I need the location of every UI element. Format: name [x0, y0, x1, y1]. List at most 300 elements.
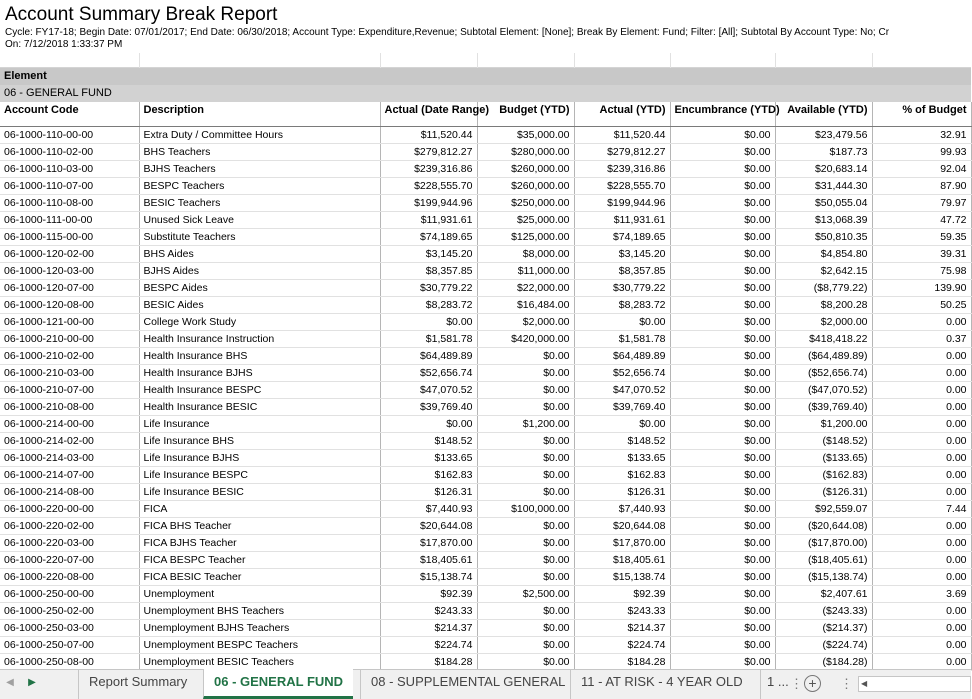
cell-actual-ytd[interactable]: $239,316.86 — [574, 160, 670, 177]
cell-actual-ytd[interactable]: $243.33 — [574, 602, 670, 619]
cell-available-ytd[interactable]: ($18,405.61) — [775, 551, 872, 568]
cell-available-ytd[interactable]: $187.73 — [775, 143, 872, 160]
cell-account-code[interactable]: 06-1000-110-08-00 — [0, 194, 139, 211]
cell-encumbrance-ytd[interactable]: $0.00 — [670, 568, 775, 585]
sheet-tab-general-fund[interactable]: 06 - GENERAL FUND — [203, 669, 353, 699]
cell-actual-ytd[interactable]: $74,189.65 — [574, 228, 670, 245]
cell-budget-ytd[interactable]: $250,000.00 — [477, 194, 574, 211]
cell-encumbrance-ytd[interactable]: $0.00 — [670, 143, 775, 160]
cell-actual-ytd[interactable]: $15,138.74 — [574, 568, 670, 585]
cell-budget-ytd[interactable]: $260,000.00 — [477, 177, 574, 194]
cell-actual-ytd[interactable]: $52,656.74 — [574, 364, 670, 381]
cell-actual-date-range[interactable]: $39,769.40 — [380, 398, 477, 415]
col-header-encumbrance-ytd[interactable]: Encumbrance (YTD) — [670, 102, 775, 126]
cell-encumbrance-ytd[interactable]: $0.00 — [670, 381, 775, 398]
cell-actual-date-range[interactable]: $15,138.74 — [380, 568, 477, 585]
cell-budget-ytd[interactable]: $0.00 — [477, 517, 574, 534]
cell-budget-ytd[interactable]: $0.00 — [477, 619, 574, 636]
cell-description[interactable]: Life Insurance — [139, 415, 380, 432]
cell-encumbrance-ytd[interactable]: $0.00 — [670, 160, 775, 177]
cell-actual-ytd[interactable]: $18,405.61 — [574, 551, 670, 568]
cell-actual-ytd[interactable]: $8,357.85 — [574, 262, 670, 279]
cell-description[interactable]: Life Insurance BHS — [139, 432, 380, 449]
cell-description[interactable]: BJHS Aides — [139, 262, 380, 279]
triangle-left-icon[interactable]: ◀ — [6, 677, 14, 688]
cell-actual-date-range[interactable]: $148.52 — [380, 432, 477, 449]
cell-percent-of-budget[interactable]: 0.00 — [872, 364, 971, 381]
cell-account-code[interactable]: 06-1000-120-07-00 — [0, 279, 139, 296]
cell-actual-date-range[interactable]: $47,070.52 — [380, 381, 477, 398]
cell-description[interactable]: Unemployment BESIC Teachers — [139, 653, 380, 670]
table-row — [0, 330, 971, 347]
cell-budget-ytd[interactable]: $0.00 — [477, 568, 574, 585]
cell-actual-date-range[interactable]: $17,870.00 — [380, 534, 477, 551]
cell-description[interactable]: Unused Sick Leave — [139, 211, 380, 228]
cell-available-ytd[interactable]: $50,810.35 — [775, 228, 872, 245]
cell-available-ytd[interactable]: $2,642.15 — [775, 262, 872, 279]
cell-percent-of-budget[interactable]: 0.00 — [872, 653, 971, 670]
cell-percent-of-budget[interactable]: 39.31 — [872, 245, 971, 262]
cell-percent-of-budget[interactable]: 99.93 — [872, 143, 971, 160]
cell-percent-of-budget[interactable]: 50.25 — [872, 296, 971, 313]
cell-actual-date-range[interactable]: $228,555.70 — [380, 177, 477, 194]
cell-account-code[interactable]: 06-1000-220-07-00 — [0, 551, 139, 568]
cell-actual-ytd[interactable]: $0.00 — [574, 415, 670, 432]
cell-actual-ytd[interactable]: $30,779.22 — [574, 279, 670, 296]
cell-actual-date-range[interactable]: $162.83 — [380, 466, 477, 483]
cell-available-ytd[interactable]: ($162.83) — [775, 466, 872, 483]
cell-available-ytd[interactable]: $1,200.00 — [775, 415, 872, 432]
cell-budget-ytd[interactable]: $0.00 — [477, 364, 574, 381]
cell-description[interactable]: Life Insurance BESIC — [139, 483, 380, 500]
cell-available-ytd[interactable]: ($20,644.08) — [775, 517, 872, 534]
cell-encumbrance-ytd[interactable]: $0.00 — [670, 534, 775, 551]
cell-account-code[interactable]: 06-1000-250-08-00 — [0, 653, 139, 670]
cell-actual-date-range[interactable]: $7,440.93 — [380, 500, 477, 517]
cell-encumbrance-ytd[interactable]: $0.00 — [670, 466, 775, 483]
cell-budget-ytd[interactable]: $0.00 — [477, 551, 574, 568]
cell-description[interactable]: Unemployment BHS Teachers — [139, 602, 380, 619]
sheet-tab-at-risk[interactable]: 11 - AT RISK - 4 YEAR OLD — [570, 670, 753, 699]
cell-account-code[interactable]: 06-1000-121-00-00 — [0, 313, 139, 330]
cell-account-code[interactable]: 06-1000-214-00-00 — [0, 415, 139, 432]
table-header-row — [0, 102, 971, 126]
cell-percent-of-budget[interactable]: 139.90 — [872, 279, 971, 296]
cell-percent-of-budget[interactable]: 0.00 — [872, 619, 971, 636]
cell-actual-ytd[interactable]: $39,769.40 — [574, 398, 670, 415]
cell-actual-ytd[interactable]: $0.00 — [574, 313, 670, 330]
table-row — [0, 534, 971, 551]
cell-percent-of-budget[interactable]: 0.00 — [872, 398, 971, 415]
cell-actual-ytd[interactable]: $20,644.08 — [574, 517, 670, 534]
cell-available-ytd[interactable]: ($148.52) — [775, 432, 872, 449]
cell-divider — [670, 53, 671, 68]
cell-actual-date-range[interactable]: $52,656.74 — [380, 364, 477, 381]
cell-percent-of-budget[interactable]: 0.00 — [872, 381, 971, 398]
cell-encumbrance-ytd[interactable]: $0.00 — [670, 262, 775, 279]
col-header-account-code[interactable]: Account Code — [0, 102, 139, 126]
cell-encumbrance-ytd[interactable]: $0.00 — [670, 347, 775, 364]
cell-actual-ytd[interactable]: $11,931.61 — [574, 211, 670, 228]
cell-budget-ytd[interactable]: $16,484.00 — [477, 296, 574, 313]
cell-percent-of-budget[interactable]: 59.35 — [872, 228, 971, 245]
cell-percent-of-budget[interactable]: 79.97 — [872, 194, 971, 211]
cell-available-ytd[interactable]: ($184.28) — [775, 653, 872, 670]
element-header-cell[interactable]: Element — [0, 68, 971, 85]
cell-actual-date-range[interactable]: $279,812.27 — [380, 143, 477, 160]
horizontal-scrollbar[interactable] — [858, 676, 971, 692]
cell-budget-ytd[interactable]: $0.00 — [477, 483, 574, 500]
cell-divider — [574, 53, 575, 68]
cell-budget-ytd[interactable]: $0.00 — [477, 602, 574, 619]
cell-encumbrance-ytd[interactable]: $0.00 — [670, 585, 775, 602]
cell-actual-ytd[interactable]: $92.39 — [574, 585, 670, 602]
cell-available-ytd[interactable]: $13,068.39 — [775, 211, 872, 228]
cell-available-ytd[interactable]: $20,683.14 — [775, 160, 872, 177]
cell-actual-date-range[interactable]: $133.65 — [380, 449, 477, 466]
cell-budget-ytd[interactable]: $0.00 — [477, 534, 574, 551]
cell-description[interactable]: Health Insurance BESPC — [139, 381, 380, 398]
vertical-dots-icon[interactable]: ⋮ — [840, 676, 853, 691]
cell-description[interactable]: FICA BESPC Teacher — [139, 551, 380, 568]
cell-account-code[interactable]: 06-1000-210-08-00 — [0, 398, 139, 415]
table-row — [0, 585, 971, 602]
cell-percent-of-budget[interactable]: 0.00 — [872, 347, 971, 364]
cell-account-code[interactable]: 06-1000-210-02-00 — [0, 347, 139, 364]
table-row — [0, 262, 971, 279]
cell-available-ytd[interactable]: $92,559.07 — [775, 500, 872, 517]
table-row — [0, 160, 971, 177]
cell-description[interactable]: FICA BJHS Teacher — [139, 534, 380, 551]
cell-available-ytd[interactable]: ($224.74) — [775, 636, 872, 653]
cell-actual-date-range[interactable]: $30,779.22 — [380, 279, 477, 296]
cell-encumbrance-ytd[interactable]: $0.00 — [670, 211, 775, 228]
cell-description[interactable]: Life Insurance BJHS — [139, 449, 380, 466]
cell-percent-of-budget[interactable]: 75.98 — [872, 262, 971, 279]
cell-percent-of-budget[interactable]: 0.00 — [872, 551, 971, 568]
cell-encumbrance-ytd[interactable]: $0.00 — [670, 551, 775, 568]
cell-actual-date-range[interactable]: $1,581.78 — [380, 330, 477, 347]
cell-budget-ytd[interactable]: $0.00 — [477, 398, 574, 415]
col-header-actual-ytd[interactable]: Actual (YTD) — [574, 102, 670, 126]
cell-encumbrance-ytd[interactable]: $0.00 — [670, 398, 775, 415]
cell-available-ytd[interactable]: ($214.37) — [775, 619, 872, 636]
cell-description[interactable]: Health Insurance BHS — [139, 347, 380, 364]
cell-actual-date-range[interactable]: $224.74 — [380, 636, 477, 653]
cell-budget-ytd[interactable]: $260,000.00 — [477, 160, 574, 177]
cell-actual-date-range[interactable]: $199,944.96 — [380, 194, 477, 211]
cell-budget-ytd[interactable]: $11,000.00 — [477, 262, 574, 279]
cell-available-ytd[interactable]: ($8,779.22) — [775, 279, 872, 296]
cell-actual-ytd[interactable]: $7,440.93 — [574, 500, 670, 517]
cell-description[interactable]: BESIC Teachers — [139, 194, 380, 211]
cell-available-ytd[interactable]: ($17,870.00) — [775, 534, 872, 551]
cell-percent-of-budget[interactable]: 0.00 — [872, 534, 971, 551]
cell-encumbrance-ytd[interactable]: $0.00 — [670, 619, 775, 636]
table-row — [0, 194, 971, 211]
cell-account-code[interactable]: 06-1000-210-00-00 — [0, 330, 139, 347]
table-row — [0, 279, 971, 296]
cell-actual-date-range[interactable]: $126.31 — [380, 483, 477, 500]
cell-actual-ytd[interactable]: $126.31 — [574, 483, 670, 500]
cell-actual-ytd[interactable]: $279,812.27 — [574, 143, 670, 160]
cell-account-code[interactable]: 06-1000-250-02-00 — [0, 602, 139, 619]
sheet-tab-supplemental-general[interactable]: 08 - SUPPLEMENTAL GENERAL — [360, 670, 575, 699]
cell-percent-of-budget[interactable]: 7.44 — [872, 500, 971, 517]
cell-available-ytd[interactable]: $2,000.00 — [775, 313, 872, 330]
cell-description[interactable]: Health Insurance Instruction — [139, 330, 380, 347]
cell-account-code[interactable]: 06-1000-115-00-00 — [0, 228, 139, 245]
cell-percent-of-budget[interactable]: 47.72 — [872, 211, 971, 228]
cell-description[interactable]: FICA BHS Teacher — [139, 517, 380, 534]
cell-actual-date-range[interactable]: $239,316.86 — [380, 160, 477, 177]
cell-percent-of-budget[interactable]: 0.00 — [872, 517, 971, 534]
cell-percent-of-budget[interactable]: 3.69 — [872, 585, 971, 602]
col-header-actual-date-range[interactable]: Actual (Date Range) — [380, 102, 477, 126]
cell-available-ytd[interactable]: $4,854.80 — [775, 245, 872, 262]
cell-actual-date-range[interactable]: $8,283.72 — [380, 296, 477, 313]
cell-encumbrance-ytd[interactable]: $0.00 — [670, 500, 775, 517]
cell-description[interactable]: BJHS Teachers — [139, 160, 380, 177]
cell-encumbrance-ytd[interactable]: $0.00 — [670, 653, 775, 670]
cell-actual-date-range[interactable]: $74,189.65 — [380, 228, 477, 245]
cell-account-code[interactable]: 06-1000-110-00-00 — [0, 126, 139, 143]
cell-description[interactable]: Unemployment BJHS Teachers — [139, 619, 380, 636]
table-row — [0, 143, 971, 160]
triangle-right-icon[interactable]: ▶ — [28, 677, 36, 688]
cell-budget-ytd[interactable]: $0.00 — [477, 381, 574, 398]
cell-budget-ytd[interactable]: $2,500.00 — [477, 585, 574, 602]
cell-actual-date-range[interactable]: $184.28 — [380, 653, 477, 670]
blank-spreadsheet-row[interactable] — [0, 53, 971, 68]
cell-actual-ytd[interactable]: $133.65 — [574, 449, 670, 466]
cell-percent-of-budget[interactable]: 0.00 — [872, 602, 971, 619]
cell-description[interactable]: BHS Teachers — [139, 143, 380, 160]
cell-percent-of-budget[interactable]: 0.00 — [872, 415, 971, 432]
report-title[interactable]: Account Summary Break Report — [5, 4, 278, 25]
cell-budget-ytd[interactable]: $25,000.00 — [477, 211, 574, 228]
cell-encumbrance-ytd[interactable]: $0.00 — [670, 636, 775, 653]
cell-encumbrance-ytd[interactable]: $0.00 — [670, 364, 775, 381]
cell-percent-of-budget[interactable]: 0.00 — [872, 432, 971, 449]
cell-account-code[interactable]: 06-1000-250-07-00 — [0, 636, 139, 653]
cell-available-ytd[interactable]: ($15,138.74) — [775, 568, 872, 585]
cell-actual-date-range[interactable]: $11,931.61 — [380, 211, 477, 228]
cell-available-ytd[interactable]: $2,407.61 — [775, 585, 872, 602]
cell-description[interactable]: BESPC Teachers — [139, 177, 380, 194]
cell-available-ytd[interactable]: $418,418.22 — [775, 330, 872, 347]
cell-actual-date-range[interactable]: $20,644.08 — [380, 517, 477, 534]
cell-actual-date-range[interactable]: $8,357.85 — [380, 262, 477, 279]
cell-actual-date-range[interactable]: $214.37 — [380, 619, 477, 636]
cell-account-code[interactable]: 06-1000-250-00-00 — [0, 585, 139, 602]
cell-budget-ytd[interactable]: $0.00 — [477, 449, 574, 466]
cell-encumbrance-ytd[interactable]: $0.00 — [670, 330, 775, 347]
cell-description[interactable]: Unemployment — [139, 585, 380, 602]
cell-account-code[interactable]: 06-1000-220-08-00 — [0, 568, 139, 585]
cell-account-code[interactable]: 06-1000-220-00-00 — [0, 500, 139, 517]
cell-description[interactable]: Health Insurance BJHS — [139, 364, 380, 381]
table-row — [0, 517, 971, 534]
cell-budget-ytd[interactable]: $0.00 — [477, 466, 574, 483]
add-sheet-plus-icon[interactable]: + — [804, 675, 821, 692]
cell-budget-ytd[interactable]: $100,000.00 — [477, 500, 574, 517]
cell-actual-ytd[interactable]: $184.28 — [574, 653, 670, 670]
cell-percent-of-budget[interactable]: 32.91 — [872, 126, 971, 143]
table-row — [0, 466, 971, 483]
cell-account-code[interactable]: 06-1000-110-07-00 — [0, 177, 139, 194]
cell-description[interactable]: Life Insurance BESPC — [139, 466, 380, 483]
cell-budget-ytd[interactable]: $420,000.00 — [477, 330, 574, 347]
cell-encumbrance-ytd[interactable]: $0.00 — [670, 279, 775, 296]
cell-description[interactable]: FICA BESIC Teacher — [139, 568, 380, 585]
cell-description[interactable]: College Work Study — [139, 313, 380, 330]
cell-percent-of-budget[interactable]: 87.90 — [872, 177, 971, 194]
col-header-percent-of-budget[interactable]: % of Budget — [872, 102, 971, 126]
cell-encumbrance-ytd[interactable]: $0.00 — [670, 415, 775, 432]
cell-budget-ytd[interactable]: $125,000.00 — [477, 228, 574, 245]
cell-percent-of-budget[interactable]: 0.00 — [872, 466, 971, 483]
cell-account-code[interactable]: 06-1000-214-03-00 — [0, 449, 139, 466]
col-header-available-ytd[interactable]: Available (YTD) — [775, 102, 872, 126]
cell-percent-of-budget[interactable]: 0.00 — [872, 449, 971, 466]
cell-budget-ytd[interactable]: $1,200.00 — [477, 415, 574, 432]
cell-encumbrance-ytd[interactable]: $0.00 — [670, 194, 775, 211]
cell-percent-of-budget[interactable]: 0.00 — [872, 483, 971, 500]
cell-account-code[interactable]: 06-1000-111-00-00 — [0, 211, 139, 228]
cell-description[interactable]: BESPC Aides — [139, 279, 380, 296]
cell-available-ytd[interactable]: ($126.31) — [775, 483, 872, 500]
cell-available-ytd[interactable]: ($243.33) — [775, 602, 872, 619]
cell-budget-ytd[interactable]: $0.00 — [477, 347, 574, 364]
cell-encumbrance-ytd[interactable]: $0.00 — [670, 177, 775, 194]
cell-account-code[interactable]: 06-1000-220-02-00 — [0, 517, 139, 534]
cell-available-ytd[interactable]: ($47,070.52) — [775, 381, 872, 398]
cell-actual-ytd[interactable]: $11,520.44 — [574, 126, 670, 143]
cell-description[interactable]: BHS Aides — [139, 245, 380, 262]
cell-budget-ytd[interactable]: $0.00 — [477, 432, 574, 449]
cell-actual-ytd[interactable]: $3,145.20 — [574, 245, 670, 262]
cell-account-code[interactable]: 06-1000-214-02-00 — [0, 432, 139, 449]
fund-header-cell[interactable]: 06 - GENERAL FUND — [0, 85, 971, 102]
cell-available-ytd[interactable]: $50,055.04 — [775, 194, 872, 211]
cell-available-ytd[interactable]: ($39,769.40) — [775, 398, 872, 415]
col-header-description[interactable]: Description — [139, 102, 380, 126]
cell-encumbrance-ytd[interactable]: $0.00 — [670, 449, 775, 466]
cell-account-code[interactable]: 06-1000-120-02-00 — [0, 245, 139, 262]
cell-percent-of-budget[interactable]: 92.04 — [872, 160, 971, 177]
table-row — [0, 177, 971, 194]
cell-available-ytd[interactable]: $31,444.30 — [775, 177, 872, 194]
cell-actual-date-range[interactable]: $0.00 — [380, 415, 477, 432]
sheet-tab-report-summary[interactable]: Report Summary — [78, 670, 197, 699]
sheet-tab-overflow[interactable]: 1 ... — [760, 670, 789, 699]
cell-budget-ytd[interactable]: $8,000.00 — [477, 245, 574, 262]
cell-encumbrance-ytd[interactable]: $0.00 — [670, 296, 775, 313]
cell-actual-ytd[interactable]: $1,581.78 — [574, 330, 670, 347]
cell-percent-of-budget[interactable]: 0.00 — [872, 636, 971, 653]
cell-actual-ytd[interactable]: $148.52 — [574, 432, 670, 449]
cell-available-ytd[interactable]: ($133.65) — [775, 449, 872, 466]
cell-actual-date-range[interactable]: $0.00 — [380, 313, 477, 330]
scroll-left-arrow-icon[interactable]: ◀ — [861, 679, 868, 688]
cell-actual-date-range[interactable]: $243.33 — [380, 602, 477, 619]
cell-actual-date-range[interactable]: $18,405.61 — [380, 551, 477, 568]
cell-encumbrance-ytd[interactable]: $0.00 — [670, 432, 775, 449]
cell-actual-ytd[interactable]: $162.83 — [574, 466, 670, 483]
cell-percent-of-budget[interactable]: 0.00 — [872, 568, 971, 585]
cell-encumbrance-ytd[interactable]: $0.00 — [670, 517, 775, 534]
cell-budget-ytd[interactable]: $35,000.00 — [477, 126, 574, 143]
cell-description[interactable]: Extra Duty / Committee Hours — [139, 126, 380, 143]
cell-divider — [380, 53, 381, 68]
cell-budget-ytd[interactable]: $0.00 — [477, 653, 574, 670]
cell-actual-ytd[interactable]: $228,555.70 — [574, 177, 670, 194]
cell-budget-ytd[interactable]: $280,000.00 — [477, 143, 574, 160]
cell-actual-date-range[interactable]: $64,489.89 — [380, 347, 477, 364]
cell-actual-ytd[interactable]: $64,489.89 — [574, 347, 670, 364]
cell-actual-ytd[interactable]: $17,870.00 — [574, 534, 670, 551]
cell-actual-ytd[interactable]: $47,070.52 — [574, 381, 670, 398]
table-row — [0, 126, 971, 143]
cell-budget-ytd[interactable]: $0.00 — [477, 636, 574, 653]
cell-available-ytd[interactable]: $8,200.28 — [775, 296, 872, 313]
cell-actual-ytd[interactable]: $199,944.96 — [574, 194, 670, 211]
cell-actual-ytd[interactable]: $8,283.72 — [574, 296, 670, 313]
cell-budget-ytd[interactable]: $2,000.00 — [477, 313, 574, 330]
cell-description[interactable]: Substitute Teachers — [139, 228, 380, 245]
cell-percent-of-budget[interactable]: 0.00 — [872, 313, 971, 330]
cell-account-code[interactable]: 06-1000-120-08-00 — [0, 296, 139, 313]
cell-available-ytd[interactable]: ($52,656.74) — [775, 364, 872, 381]
cell-account-code[interactable]: 06-1000-250-03-00 — [0, 619, 139, 636]
cell-encumbrance-ytd[interactable]: $0.00 — [670, 483, 775, 500]
report-parameters-line2: On: 7/12/2018 1:33:37 PM — [5, 39, 123, 50]
cell-description[interactable]: FICA — [139, 500, 380, 517]
cell-encumbrance-ytd[interactable]: $0.00 — [670, 126, 775, 143]
cell-account-code[interactable]: 06-1000-110-02-00 — [0, 143, 139, 160]
cell-encumbrance-ytd[interactable]: $0.00 — [670, 228, 775, 245]
cell-encumbrance-ytd[interactable]: $0.00 — [670, 602, 775, 619]
cell-available-ytd[interactable]: ($64,489.89) — [775, 347, 872, 364]
cell-account-code[interactable]: 06-1000-120-03-00 — [0, 262, 139, 279]
cell-description[interactable]: BESIC Aides — [139, 296, 380, 313]
cell-account-code[interactable]: 06-1000-214-08-00 — [0, 483, 139, 500]
vertical-dots-icon[interactable]: ⋮ — [790, 676, 803, 691]
cell-description[interactable]: Unemployment BESPC Teachers — [139, 636, 380, 653]
cell-account-code[interactable]: 06-1000-220-03-00 — [0, 534, 139, 551]
col-header-budget-ytd[interactable]: Budget (YTD) — [477, 102, 574, 126]
cell-account-code[interactable]: 06-1000-210-03-00 — [0, 364, 139, 381]
cell-description[interactable]: Health Insurance BESIC — [139, 398, 380, 415]
cell-budget-ytd[interactable]: $22,000.00 — [477, 279, 574, 296]
table-row — [0, 228, 971, 245]
cell-available-ytd[interactable]: $23,479.56 — [775, 126, 872, 143]
cell-percent-of-budget[interactable]: 0.37 — [872, 330, 971, 347]
cell-encumbrance-ytd[interactable]: $0.00 — [670, 313, 775, 330]
report-parameters[interactable] — [0, 27, 971, 53]
cell-actual-date-range[interactable]: $11,520.44 — [380, 126, 477, 143]
cell-actual-date-range[interactable]: $92.39 — [380, 585, 477, 602]
cell-actual-ytd[interactable]: $214.37 — [574, 619, 670, 636]
cell-account-code[interactable]: 06-1000-110-03-00 — [0, 160, 139, 177]
cell-encumbrance-ytd[interactable]: $0.00 — [670, 245, 775, 262]
account-table — [0, 102, 972, 671]
cell-account-code[interactable]: 06-1000-214-07-00 — [0, 466, 139, 483]
cell-account-code[interactable]: 06-1000-210-07-00 — [0, 381, 139, 398]
cell-actual-date-range[interactable]: $3,145.20 — [380, 245, 477, 262]
cell-actual-ytd[interactable]: $224.74 — [574, 636, 670, 653]
